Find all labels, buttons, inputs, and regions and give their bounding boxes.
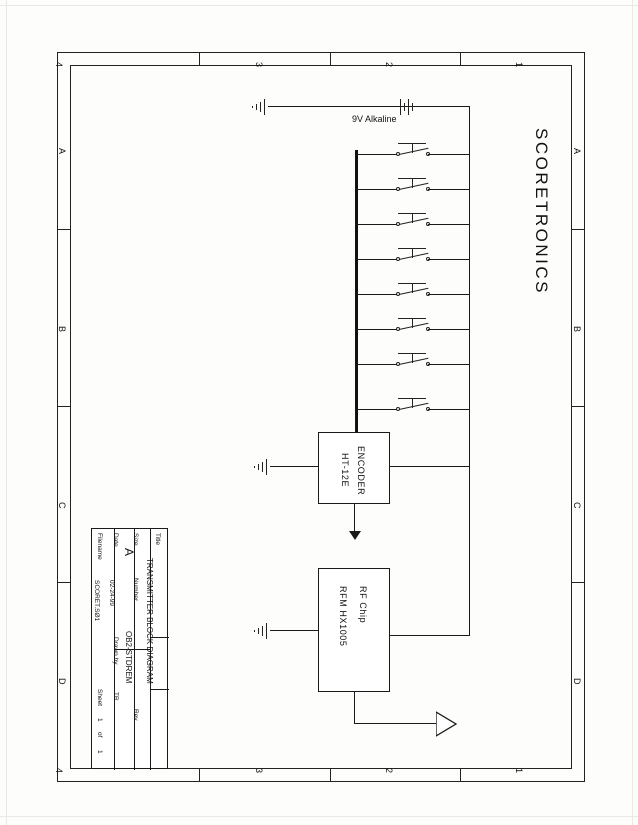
- scan-edge-left: [6, 0, 7, 825]
- ground-icon-supply: [250, 98, 268, 114]
- switch-lead-right: [428, 224, 470, 225]
- rf-chip-name: RF Chip: [358, 586, 368, 624]
- switch-lead-right: [428, 189, 470, 190]
- switch-lead-left: [355, 154, 397, 155]
- zone-tick: [199, 769, 200, 782]
- title-block-value-title: TRANSMITTER BLOCK DIAGRAM: [145, 558, 154, 684]
- supply-wire-top: [268, 106, 470, 107]
- encoder-block: [318, 432, 390, 504]
- zone-label-bottom-4: 4: [54, 768, 64, 774]
- switch-lead-right: [428, 364, 470, 365]
- title-block-value-date: 02-24-99: [108, 580, 115, 607]
- zone-tick: [572, 406, 585, 407]
- power-source-label: 9V Alkaline: [352, 114, 397, 124]
- zone-label-left-c: C: [57, 502, 67, 509]
- zone-tick: [572, 229, 585, 230]
- switch-lead-left: [355, 364, 397, 365]
- title-block-value-number: OB2-STDREM: [124, 631, 133, 684]
- title-block-divider: [150, 689, 169, 690]
- zone-label-right-b: B: [572, 326, 582, 333]
- zone-label-bottom-1: 1: [514, 768, 524, 774]
- zone-tick: [572, 582, 585, 583]
- switch-lead-right: [428, 294, 470, 295]
- zone-label-top-3: 3: [254, 62, 264, 68]
- switch-lead-left: [355, 409, 397, 410]
- title-block-label-filename: Filename: [96, 533, 103, 560]
- zone-tick: [57, 582, 70, 583]
- title-block-sheet-of-label: of: [96, 732, 103, 738]
- signal-flow-arrow: [349, 531, 361, 540]
- title-block-value-drawn-by: TR: [112, 692, 119, 701]
- supply-rail-right: [469, 106, 470, 636]
- bus-to-encoder: [355, 409, 356, 433]
- zone-tick: [460, 769, 461, 782]
- title-block-label-title: Title: [154, 533, 161, 546]
- rf-to-antenna-wire-v: [354, 692, 355, 724]
- switch-lead-left: [355, 259, 397, 260]
- encoder-block-name: ENCODER: [356, 446, 366, 496]
- rf-chip-block: [318, 568, 390, 692]
- scan-edge-right: [632, 0, 633, 825]
- title-block-label-number: Number: [132, 578, 139, 602]
- title-block-sheet-total: 1: [96, 750, 103, 754]
- switch-common-bus: [355, 150, 358, 432]
- title-block-label-sheet: Sheet: [96, 689, 103, 706]
- zone-label-left-d: D: [57, 678, 67, 685]
- zone-label-top-2: 2: [384, 62, 394, 68]
- title-block-value-size: A: [122, 548, 136, 557]
- rf-ground-wire: [270, 630, 318, 631]
- encoder-ground-wire: [270, 466, 318, 467]
- zone-label-left-b: B: [57, 326, 67, 333]
- company-name: SCORETRONICS: [532, 128, 551, 295]
- scan-edge-top: [0, 5, 638, 6]
- switch-lead-left: [355, 189, 397, 190]
- encoder-block-part: HT-12E: [340, 453, 350, 488]
- zone-tick: [330, 769, 331, 782]
- rf-to-antenna-wire-h: [354, 723, 436, 724]
- title-block-value-sheet: 1: [96, 718, 103, 722]
- title-block-value-filename: SCORET.SØ1: [93, 580, 100, 622]
- zone-label-right-c: C: [572, 502, 582, 509]
- rf-supply-wire: [390, 635, 470, 636]
- zone-label-top-4: 4: [54, 62, 64, 68]
- title-block-label-date: Date: [112, 533, 119, 547]
- title-block-label-rev: Rev: [132, 709, 139, 721]
- zone-tick: [199, 52, 200, 65]
- switch-lead-left: [355, 329, 397, 330]
- zone-label-right-a: A: [572, 148, 582, 155]
- antenna-icon: [436, 710, 458, 738]
- encoder-to-rf-wire: [354, 504, 355, 534]
- zone-label-bottom-2: 2: [384, 768, 394, 774]
- zone-label-left-a: A: [57, 148, 67, 155]
- zone-tick: [57, 406, 70, 407]
- switch-lead-right: [428, 259, 470, 260]
- switch-lead-right: [428, 154, 470, 155]
- switch-lead-left: [355, 294, 397, 295]
- switch-lead-right: [428, 329, 470, 330]
- switch-lead-right: [428, 409, 470, 410]
- title-block-label-size: Size: [132, 533, 139, 546]
- zone-tick: [330, 52, 331, 65]
- battery-icon: [396, 98, 416, 116]
- title-block-label-drawn-by: Drawn by: [112, 637, 119, 665]
- encoder-supply-wire: [390, 466, 470, 467]
- zone-label-bottom-3: 3: [254, 768, 264, 774]
- switch-lead-left: [355, 224, 397, 225]
- ground-icon-encoder: [252, 458, 270, 474]
- ground-icon-rf: [252, 622, 270, 638]
- rf-chip-part: RFM HX1005: [338, 586, 348, 647]
- scan-edge-bottom: [0, 816, 638, 817]
- zone-tick: [57, 229, 70, 230]
- zone-label-right-d: D: [572, 678, 582, 685]
- zone-tick: [460, 52, 461, 65]
- zone-label-top-1: 1: [514, 62, 524, 68]
